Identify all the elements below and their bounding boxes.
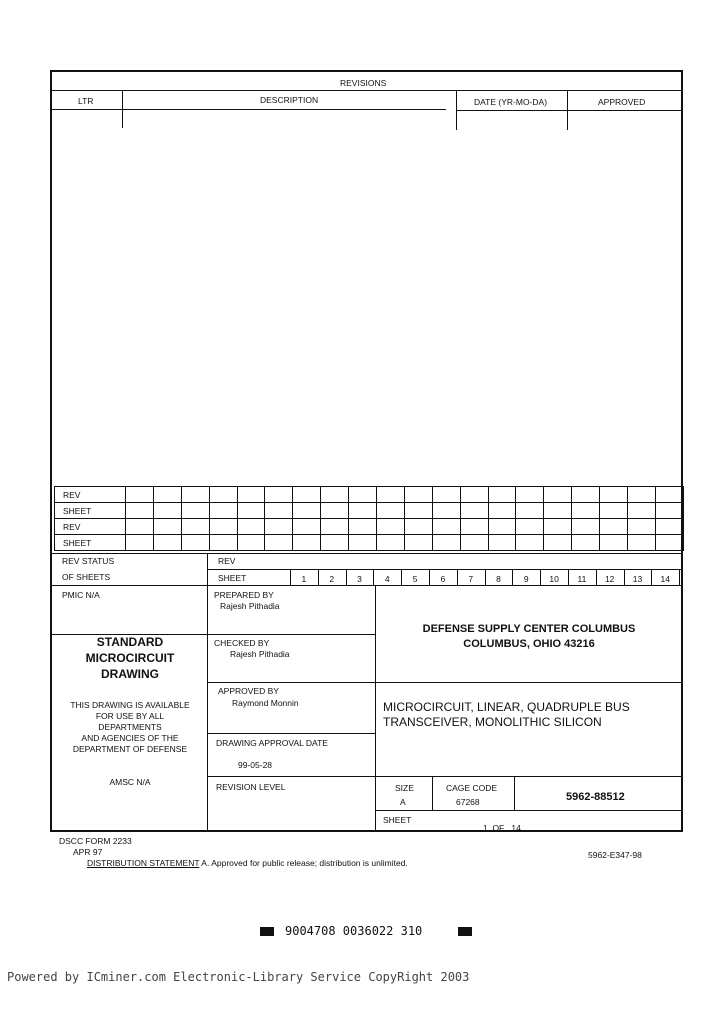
agency-line1: DEFENSE SUPPLY CENTER COLUMBUS	[422, 623, 636, 635]
divider	[207, 776, 683, 777]
divider	[52, 585, 683, 586]
rev-label: REV	[55, 519, 126, 535]
checked-label: CHECKED BY	[214, 638, 270, 648]
size-label: SIZE	[395, 783, 414, 793]
divider	[456, 110, 681, 111]
sheet-number: 2	[329, 574, 335, 584]
of-sheets-label: OF SHEETS	[62, 572, 111, 582]
revisions-title: REVISIONS	[340, 78, 387, 88]
sheet-number: 9	[523, 574, 529, 584]
sheet-label: SHEET	[383, 815, 412, 825]
sheet-number: 4	[384, 574, 390, 584]
standard-line1: STANDARD	[96, 635, 164, 649]
divider	[432, 776, 433, 810]
availability-line3: DEPARTMENTS	[98, 722, 162, 732]
availability-line4: AND AGENCIES OF THE	[81, 733, 179, 743]
form-date: APR 97	[73, 847, 103, 857]
divider	[456, 90, 457, 130]
status-rev-label: REV	[218, 556, 236, 566]
divider	[679, 569, 680, 585]
approved-name: Raymond Monnin	[232, 698, 299, 708]
rev-label: REV	[55, 487, 126, 503]
title-line1: MICROCIRCUIT, LINEAR, QUADRUPLE BUS	[383, 700, 630, 714]
sheet-label: SHEET	[55, 503, 126, 519]
divider	[207, 682, 683, 683]
distribution-statement	[87, 858, 408, 868]
standard-line3: DRAWING	[101, 667, 159, 681]
size-value: A	[400, 797, 406, 807]
sheet-number: 10	[549, 574, 559, 584]
approval-date-value: 99-05-28	[238, 760, 273, 770]
standard-line2: MICROCIRCUIT	[85, 651, 175, 665]
availability-line2: FOR USE BY ALL	[95, 711, 165, 721]
sheet-number: 8	[496, 574, 501, 584]
rev-grid	[54, 486, 684, 551]
prepared-name: Rajesh Pithadia	[220, 601, 280, 611]
barcode-block	[458, 927, 472, 936]
divider	[207, 569, 683, 570]
sheet-number: 12	[604, 574, 615, 584]
distribution-text: A. Approved for public release; distribution is unlimited.	[199, 858, 408, 868]
distribution-label: DISTRIBUTION STATEMENT	[87, 858, 200, 868]
pmic: PMIC N/A	[62, 590, 100, 600]
document-code: 5962-E347-98	[588, 850, 642, 860]
col-ltr: LTR	[78, 96, 94, 106]
barcode-block	[260, 927, 274, 936]
footer-copyright: Powered by ICminer.com Electronic-Library Service CopyRight 2003	[7, 970, 470, 984]
sheet-number: 3	[357, 574, 362, 584]
approval-date-label: DRAWING APPROVAL DATE	[216, 738, 328, 748]
checked-name: Rajesh Pithadia	[230, 649, 290, 659]
availability-line1: THIS DRAWING IS AVAILABLE	[70, 700, 190, 710]
approved-label: APPROVED BY	[218, 686, 279, 696]
divider	[207, 733, 375, 734]
form-number: DSCC FORM 2233	[59, 836, 132, 846]
cage-code-value: 67268	[456, 797, 480, 807]
cage-code-label: CAGE CODE	[446, 783, 498, 793]
divider	[52, 90, 681, 91]
col-description: DESCRIPTION	[260, 95, 319, 105]
rev-status-label: REV STATUS	[62, 556, 115, 566]
sheet-value: 1 OF 14	[483, 823, 521, 833]
sheet-number: 7	[468, 574, 474, 584]
sheet-number: 5	[412, 574, 418, 584]
divider	[207, 553, 208, 831]
divider	[122, 90, 123, 128]
divider	[514, 776, 515, 810]
sheet-number: 1	[301, 574, 307, 584]
divider	[207, 634, 375, 635]
agency-line2: COLUMBUS, OHIO 43216	[463, 638, 595, 650]
amsc: AMSC N/A	[109, 777, 151, 787]
barcode-text: 9004708 0036022 310	[285, 924, 423, 938]
sheet-label: SHEET	[55, 535, 126, 551]
availability-line5: DEPARTMENT OF DEFENSE	[72, 744, 188, 754]
title-line2: TRANSCEIVER, MONOLITHIC SILICON	[383, 715, 602, 729]
status-sheet-label: SHEET	[218, 573, 247, 583]
divider	[567, 90, 568, 130]
sheet-number: 13	[632, 574, 643, 584]
drawing-number: 5962-88512	[566, 791, 625, 803]
divider	[52, 109, 446, 110]
divider	[375, 585, 376, 831]
col-approved: APPROVED	[598, 97, 646, 107]
sheet-number: 14	[660, 574, 671, 584]
revision-level-label: REVISION LEVEL	[216, 782, 286, 792]
sheet-number: 11	[577, 574, 587, 584]
sheet-number: 6	[440, 574, 446, 584]
divider	[375, 810, 683, 811]
divider	[52, 553, 683, 554]
col-date: DATE (YR-MO-DA)	[474, 97, 548, 107]
prepared-label: PREPARED BY	[214, 590, 274, 600]
